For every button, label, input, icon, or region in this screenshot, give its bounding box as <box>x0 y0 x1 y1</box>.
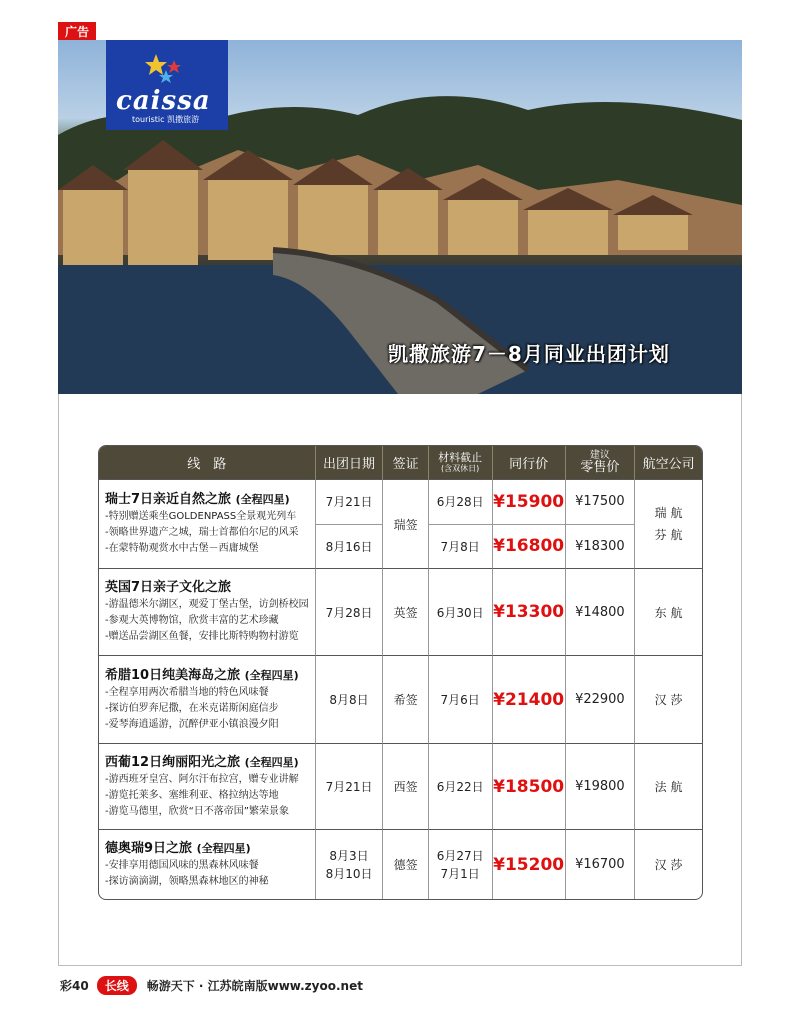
ad-tag: 广告 <box>58 22 96 41</box>
retail-price: ¥18300 <box>566 524 635 569</box>
footer-text: 畅游天下 · 江苏皖南版www.zyoo.net <box>146 978 363 993</box>
logo-sub: touristic 凯撒旅游 <box>132 115 200 124</box>
table-row <box>99 479 702 568</box>
deadline-cell <box>428 829 492 899</box>
route-item: -探访滴滴湖，领略黑森林地区的神秘 <box>105 875 269 887</box>
depart-cell: 7月21日 <box>315 743 383 829</box>
route-item: -特别赠送乘坐GOLDENPASS全景观光列车 <box>105 511 297 522</box>
peer-price: ¥21400 <box>492 655 565 743</box>
table-row <box>99 568 702 655</box>
visa-cell: 瑞签 <box>382 479 427 568</box>
route-title: 西葡12日绚丽阳光之旅 (全程四星) <box>105 754 299 770</box>
route-item: -爱琴海逍遥游，沉醉伊亚小镇浪漫夕阳 <box>105 718 279 730</box>
visa-cell: 西签 <box>382 743 427 829</box>
price-cell <box>492 479 565 568</box>
route-item: -探访伯罗奔尼撒，在米克诺斯闲庭信步 <box>105 702 279 714</box>
col-deadline-line2: (含双休日) <box>441 464 480 473</box>
route-title: 英国7日亲子文化之旅 <box>105 580 232 595</box>
airline-cell: 法 航 <box>634 743 702 829</box>
route-cell <box>99 655 315 743</box>
route-item: -赠送品尝湖区鱼餐，安排比斯特购物村游览 <box>105 631 299 642</box>
col-route: 线 路 <box>99 446 315 479</box>
visa-cell: 德签 <box>382 829 427 899</box>
retail-price: ¥22900 <box>565 655 635 743</box>
col-deadline-line1: 材料截止 <box>438 451 483 464</box>
retail-price: ¥19800 <box>565 743 635 829</box>
deadline-cell: 6月30日 <box>428 568 492 655</box>
route-cell <box>99 568 315 655</box>
depart-cell <box>315 479 383 568</box>
depart-cell: 7月28日 <box>315 568 383 655</box>
retail-price: ¥14800 <box>565 568 635 655</box>
route-item: -游览托莱多、塞维利亚、格拉纳达等地 <box>105 789 279 801</box>
airline-cell: 汉 莎 <box>634 655 702 743</box>
route-cell <box>99 743 315 829</box>
col-retail-line1: 建议 <box>589 450 610 461</box>
page-number: 彩40 <box>60 978 89 993</box>
visa-cell: 希签 <box>382 655 427 743</box>
deadline-date: 7月8日 <box>429 524 492 569</box>
route-title: 希腊10日纯美海岛之旅 (全程四星) <box>105 667 299 683</box>
route-cell <box>99 829 315 899</box>
col-retail-line2: 零售价 <box>580 460 620 475</box>
hero-title: 凯撒旅游7－8月同业出团计划 <box>388 342 670 366</box>
stars-icon <box>142 50 192 86</box>
col-visa: 签证 <box>382 446 427 479</box>
visa-cell: 英签 <box>382 568 427 655</box>
route-table <box>98 445 703 900</box>
deadline-date: 6月28日 <box>436 495 484 510</box>
route-item: -游温德米尔湖区，观爱丁堡古堡，访剑桥校园 <box>105 599 309 610</box>
retail-price: ¥16700 <box>565 829 635 899</box>
footer <box>60 975 363 995</box>
route-cell <box>99 479 315 568</box>
table-row <box>99 743 702 829</box>
airline: 瑞 航 <box>654 506 683 520</box>
caissa-logo <box>106 40 228 130</box>
peer-price: ¥13300 <box>492 568 565 655</box>
route-item: -参观大英博物馆，欣赏丰富的艺术珍藏 <box>105 615 279 626</box>
airline-cell: 汉 莎 <box>634 829 702 899</box>
deadline-date: 7月1日 <box>440 866 480 881</box>
col-airline: 航空公司 <box>634 446 702 479</box>
col-depart: 出团日期 <box>315 446 383 479</box>
section-badge: 长线 <box>97 976 137 995</box>
depart-date: 8月10日 <box>325 866 373 881</box>
depart-cell: 8月8日 <box>315 655 383 743</box>
peer-price: ¥15900 <box>493 491 565 512</box>
col-deadline <box>428 446 492 479</box>
retail-cell <box>565 479 635 568</box>
peer-price: ¥16800 <box>493 524 565 569</box>
col-retail <box>565 446 635 479</box>
peer-price: ¥15200 <box>492 829 565 899</box>
table-header-row <box>99 446 702 479</box>
col-peer-price: 同行价 <box>492 446 565 479</box>
route-item: -在蒙特勒观赏水中古堡－西庸城堡 <box>105 543 259 554</box>
route-item: -全程享用两次希腊当地的特色风味餐 <box>105 686 269 698</box>
deadline-cell: 6月22日 <box>428 743 492 829</box>
route-item: -游西班牙皇宫、阿尔汗布拉宫，赠专业讲解 <box>105 773 299 785</box>
logo-brand: caissa <box>116 86 211 116</box>
route-item: -游览马德里，欣赏“日不落帝国”繁荣景象 <box>105 805 289 817</box>
depart-date: 7月21日 <box>325 495 373 510</box>
route-item: -领略世界遗产之城，瑞士首都伯尔尼的风采 <box>105 527 299 538</box>
route-item: -安排享用德国风味的黑森林风味餐 <box>105 859 259 871</box>
route-title: 瑞士7日亲近自然之旅 (全程四星) <box>105 492 290 507</box>
deadline-date: 6月27日 <box>436 848 484 863</box>
table-row <box>99 655 702 743</box>
retail-price: ¥17500 <box>575 494 625 510</box>
route-title: 德奥瑞9日之旅 (全程四星) <box>105 840 251 856</box>
deadline-cell <box>428 479 492 568</box>
depart-cell <box>315 829 383 899</box>
airline-cell <box>634 479 702 568</box>
table-row <box>99 829 702 899</box>
depart-date: 8月16日 <box>316 524 383 569</box>
depart-date: 8月3日 <box>329 848 369 863</box>
deadline-cell: 7月6日 <box>428 655 492 743</box>
peer-price: ¥18500 <box>492 743 565 829</box>
airline-cell: 东 航 <box>634 568 702 655</box>
airline: 芬 航 <box>654 528 683 542</box>
